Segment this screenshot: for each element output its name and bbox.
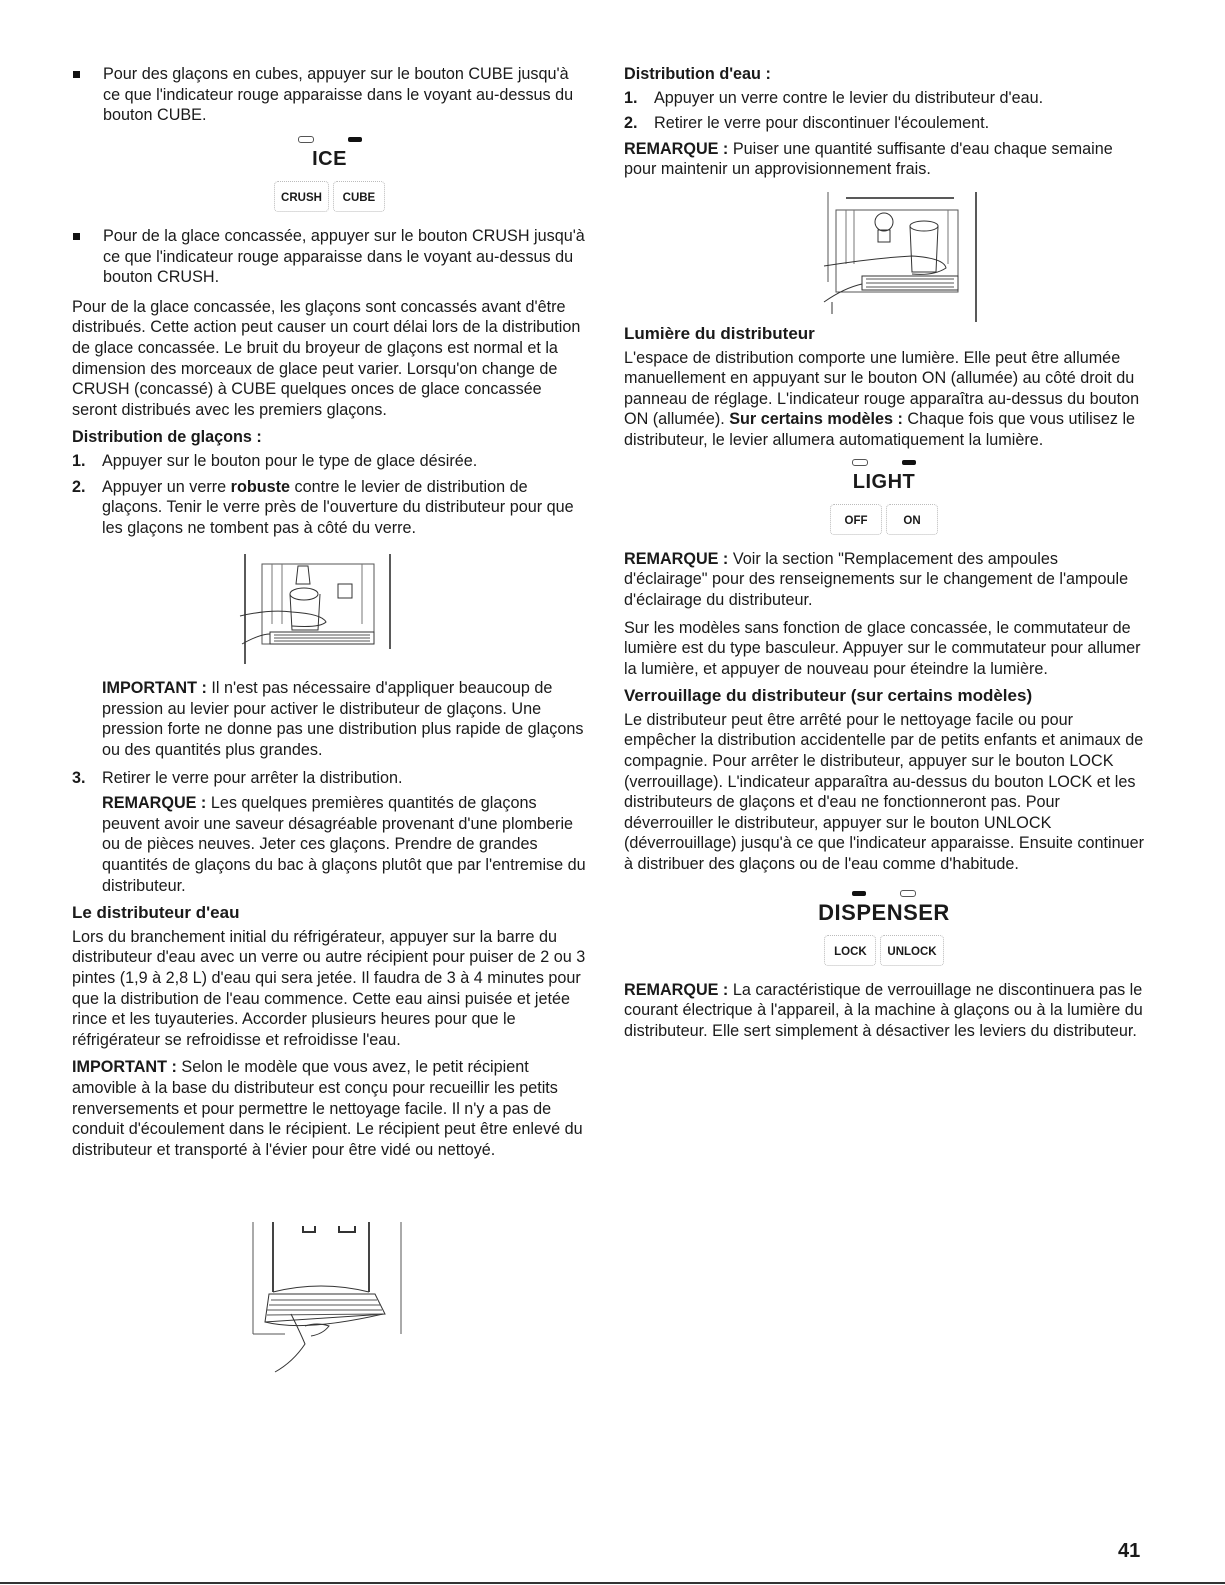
crush-button[interactable]: CRUSH xyxy=(274,181,329,212)
step-text: Appuyer un verre xyxy=(102,477,231,496)
remark-text: Voir la section "Remplacement des ampoules d'éclairage" pour des renseignements sur le changement de l'ampoule d'éclairage du distributeur. xyxy=(624,549,1129,609)
step-text: Appuyer un verre contre le levier du distributeur d'eau. xyxy=(654,88,1044,107)
cube-indicator-on xyxy=(348,137,362,142)
step-text: Appuyer sur le bouton pour le type de glace désirée. xyxy=(102,451,478,470)
ice-step-3 xyxy=(72,768,587,789)
dispenser-panel-title: DISPENSER xyxy=(818,899,950,925)
important-2 xyxy=(72,1057,587,1160)
water-step-2 xyxy=(624,113,1144,134)
light-control-panel xyxy=(624,458,1144,535)
toggle-paragraph: Sur les modèles sans fonction de glace concassée, le commutateur de lumière est du type basculeur. Appuyer sur le commutateur pour allumer la lumière, et appuyer de nouveau pour éteindre la lumière. xyxy=(624,618,1141,678)
page-number: 41 xyxy=(1118,1540,1141,1562)
off-button[interactable]: OFF xyxy=(830,504,882,535)
important-text: Selon le modèle que vous avez, le petit récipient amovible à la base du distributeur est conçu pour recueillir les petits renversements et pour permettre le nettoyage facile. Il n'y a pas de conduit d'écoulement dans le récipient. Le récipient peut être enlevé du distributeur et transporté à l'évier pour être vidé ou nettoyé. xyxy=(72,1058,583,1159)
ice-control-panel xyxy=(72,135,587,212)
water-paragraph: Lors du branchement initial du réfrigérateur, appuyer sur la barre du distributeur d'eau avec un verre ou autre récipient pour puiser de 2 ou 3 pintes (1,9 à 2,8 L) d'eau qui sera jetée. Il faudra de 3 à 4 minutes pour que la distribution de l'eau commence. Cette eau ainsi puisée et jetée rince et les tuyauteries. Accorder plusieurs heures pour que le réfrigérateur se refroidisse et refroidisse l'eau. xyxy=(72,927,586,1049)
step-number: 1. xyxy=(72,451,86,470)
remark-3 xyxy=(624,549,1144,611)
important-1 xyxy=(72,678,587,760)
remark-text: Les quelques premières quantités de glaçons peuvent avoir une saveur désagréable provenant d'une plomberie ou de pièces neuves. Jeter ces glaçons. Prendre de grandes quantités de glaçons du bac à glaçons plutôt que par l'entremise du distributeur. xyxy=(102,794,586,895)
important-text: Il n'est pas nécessaire d'appliquer beaucoup de pression au levier pour activer le distributeur de glaçons. Une pression forte ne donne pas une distribution plus rapide de glaçons ou des quantités plus grandes. xyxy=(102,679,584,760)
remark-1 xyxy=(72,793,587,896)
step-number: 3. xyxy=(72,768,86,787)
important-label: IMPORTANT : xyxy=(72,1058,177,1077)
bottom-rule xyxy=(0,1582,1225,1584)
lock-paragraph: Le distributeur peut être arrêté pour le nettoyage facile ou pour empêcher la distribution accidentelle par de petits enfants et animaux de compagnie. Pour arrêter le distributeur, appuyer sur le bouton LOCK (verrouillage). L'indicateur apparaîtra au-dessus du bouton LOCK et les distributeurs de glaçons et d'eau ne fonctionneront pas. Pour déverrouiller le distributeur, appuyer sur le bouton UNLOCK (déverrouillage) jusqu'à ce que l'indicateur apparaisse. Ensuite continuer à distribuer des glaçons ou de l'eau comme d'habitude. xyxy=(624,710,1144,874)
on-button[interactable]: ON xyxy=(886,504,938,535)
remark-4 xyxy=(624,980,1144,1042)
dispenser-control-panel xyxy=(624,889,1144,966)
ice-indicators xyxy=(72,135,587,145)
lock-indicators xyxy=(624,889,1144,899)
right-column xyxy=(624,64,1144,1049)
bullet-cube: Pour des glaçons en cubes, appuyer sur le bouton CUBE jusqu'à ce que l'indicateur rouge apparaisse dans le voyant au-dessus du bouton CUBE. xyxy=(72,64,587,126)
remark-label: REMARQUE : xyxy=(624,139,729,158)
remark-label: REMARQUE : xyxy=(624,549,729,568)
remark-label: REMARQUE : xyxy=(624,980,729,999)
remark-text: La caractéristique de verrouillage ne discontinuera pas le courant électrique à l'appareil, à la machine à glaçons ou à la lumière du distributeur. Elle sert simplement à désactiver les leviers du distributeur. xyxy=(624,980,1143,1040)
lock-button[interactable]: LOCK xyxy=(824,935,876,966)
ice-dispensing-heading: Distribution de glaçons : xyxy=(72,428,262,447)
step-number: 2. xyxy=(72,477,86,496)
light-text-bold: Sur certains modèles : xyxy=(729,410,903,429)
remark-text: Puiser une quantité suffisante d'eau chaque semaine pour maintenir un approvisionnement frais. xyxy=(624,139,1113,179)
water-dispenser-heading: Le distributeur d'eau xyxy=(72,903,240,923)
remark-label: REMARQUE : xyxy=(102,794,207,813)
ice-dispenser-illustration xyxy=(230,554,430,664)
light-panel-title: LIGHT xyxy=(852,470,916,493)
remark-2 xyxy=(624,139,1144,180)
light-indicators xyxy=(624,458,1144,468)
drip-tray-illustration xyxy=(245,1222,405,1382)
step-text: Retirer le verre pour discontinuer l'écoulement. xyxy=(654,114,990,133)
important-label: IMPORTANT : xyxy=(102,679,207,698)
cube-button[interactable]: CUBE xyxy=(333,181,385,212)
on-indicator xyxy=(902,460,916,465)
unlock-indicator-off xyxy=(900,890,916,897)
step-number: 2. xyxy=(624,114,638,133)
light-text: Chaque fois que vous utilisez le distributeur, le levier allumera automatiquement la lumière. xyxy=(624,410,1136,449)
water-step-1 xyxy=(624,88,1144,109)
bullet-crush: Pour de la glace concassée, appuyer sur le bouton CRUSH jusqu'à ce que l'indicateur rouge apparaisse dans le voyant au-dessus du bouton CRUSH. xyxy=(72,226,587,288)
unlock-button[interactable]: UNLOCK xyxy=(880,935,943,966)
step-text: Retirer le verre pour arrêter la distribution. xyxy=(102,768,403,787)
crush-paragraph: Pour de la glace concassée, les glaçons sont concassés avant d'être distribués. Cette action peut causer un court délai lors de la distribution de glace concassée. Le bruit du broyeur de glaçons est normal et la dimension des morceaux de glace peut varier. Lorsqu'on change de CRUSH (concassé) à CUBE quelques onces de glace concassée seront distribués avec les premiers glaçons. xyxy=(72,297,581,419)
step-number: 1. xyxy=(624,88,638,107)
ice-step-1 xyxy=(72,451,587,472)
dispenser-lock-heading: Verrouillage du distributeur (sur certains modèles) xyxy=(624,686,1033,706)
step-text-bold: robuste xyxy=(230,477,291,496)
off-indicator xyxy=(852,459,868,466)
water-dispenser-illustration xyxy=(784,192,984,322)
left-column xyxy=(72,64,587,1167)
ice-step-2 xyxy=(72,477,587,539)
crush-indicator-off xyxy=(298,136,314,143)
light-paragraph xyxy=(624,348,1144,451)
light-text: L'espace de distribution comporte une lumière. Elle peut être allumée manuellement en appuyant sur le bouton ON (allumée) au côté droit du panneau de réglage. L'indicateur rouge apparaîtra au-dessus du bouton ON (allumée). xyxy=(624,348,1140,429)
ice-panel-title: ICE xyxy=(312,147,347,170)
lock-indicator-on xyxy=(852,891,866,896)
step-text: contre le levier de distribution de glaçons. Tenir le verre près de l'ouverture du distributeur pour que les glaçons ne tombent pas à côté du verre. xyxy=(102,477,574,537)
dispenser-light-heading: Lumière du distributeur xyxy=(624,323,815,343)
water-dispensing-heading: Distribution d'eau : xyxy=(624,65,771,83)
